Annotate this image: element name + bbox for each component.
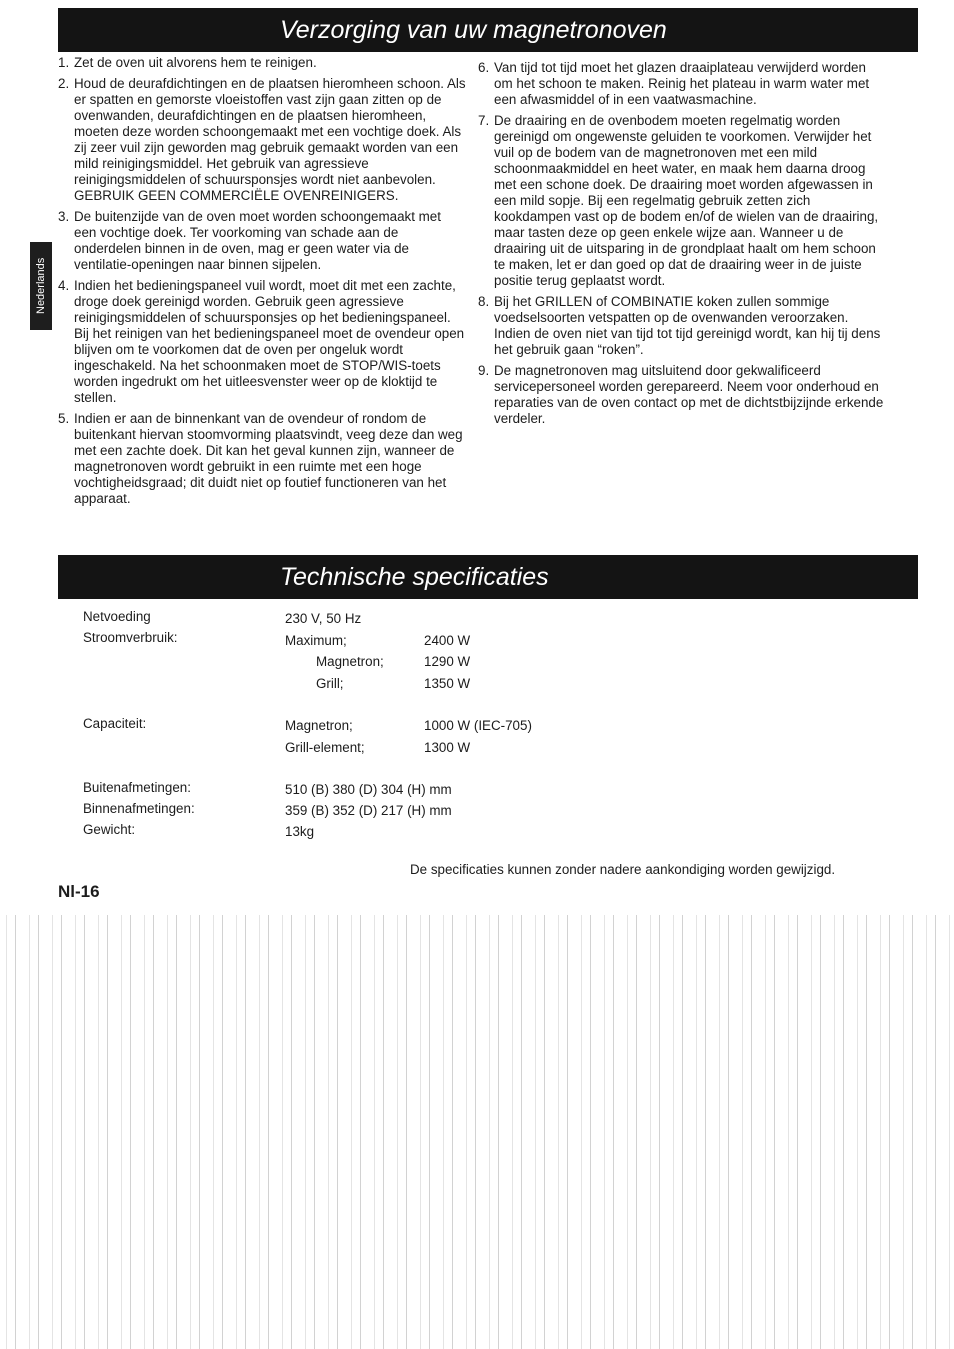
care-item-warning: GEBRUIK GEEN COMMERCIËLE OVENREINIGERS. [74, 188, 399, 203]
spec-value: 359 (B) 352 (D) 217 (H) mm [285, 803, 452, 818]
care-item-text: Indien er aan de binnenkant van de ovendeur of rondom de buitenkant hiervan stoomvorming plaatsvindt, veeg deze dan weg met een zachte doek. Dit kan het geval kunnen zijn, wanneer de magnetronoven wordt gebruikt in een ruimte met een hoge vochtigheidsgraad; dit duidt niet op foutief functioneren van het apparaat. [74, 411, 463, 506]
care-item: 6. Van tijd tot tijd moet het glazen draaiplateau verwijderd worden om het schoon te maken. Reinig het plateau in warm water met een afwasmiddel of in een vaatwasmachine. [478, 60, 870, 107]
spec-label: Binnenafmetingen: [83, 801, 195, 816]
spec-value: 2400 W [424, 633, 471, 648]
language-tab: Nederlands [30, 242, 52, 330]
care-item: 5. Indien er aan de binnenkant van de ovendeur of rondom de buitenkant hiervan stoomvorming plaatsvindt, veeg deze dan weg met een zachte doek. Dit kan het geval kunnen zijn, wanneer de magnetronoven wordt gebruikt in een ruimte met een hoge vochtigheidsgraad; dit duidt niet op foutief functioneren van het apparaat. [58, 411, 463, 506]
spec-label: Capaciteit: [83, 716, 147, 731]
care-item-text: Houd de deurafdichtingen en de plaatsen hieromheen schoon. Als er spatten en gemorste vloeistoffen vast zijn gaan zitten op de ovenwanden, deurafdichtingen en de plaatsen hieromheen, moeten deze worden schoongemaakt met een vochtige doek. Als zij zeer vuil zijn geworden mag gebruik gemaakt worden van een mild reinigingsmiddel. Het gebruik van agressieve reinigingsmiddelen of schuursponsjes wordt niet aanbevolen. [74, 76, 466, 187]
blank-scan-area [0, 915, 954, 1349]
spec-value: 230 V, 50 Hz [285, 611, 362, 626]
spec-value: 510 (B) 380 (D) 304 (H) mm [285, 782, 452, 797]
spec-value: 1300 W [424, 740, 471, 755]
care-item: 2. Houd de deurafdichtingen en de plaatsen hieromheen schoon. Als er spatten en gemorste vloeistoffen vast zijn gaan zitten op de ovenwanden, deurafdichtingen en de plaatsen hieromheen, moeten deze worden schoongemaakt met een vochtige doek. Als zij zeer vuil zijn geworden mag gebruik gemaakt worden van een mild reinigingsmiddel. Het gebruik van agressieve reinigingsmiddelen of schuursponsjes wordt niet aanbevolen. GEBRUIK GEEN COMMERCIËLE OVENREINIGERS. [58, 76, 466, 203]
care-item: 3. De buitenzijde van de oven moet worden schoongemaakt met een vochtige doek. Ter voorkoming van schade aan de onderdelen binnen in de oven, mag er geen water via de ventilatie-openingen naar binnen sijpelen. [58, 209, 441, 272]
care-list-right [478, 60, 884, 432]
care-item: 9. De magnetronoven mag uitsluitend door gekwalificeerd servicepersoneel worden gerepareerd. Neem voor onderhoud en reparaties van de oven contact op met de dichtstbijzijnde erkende verdeler. [478, 363, 884, 426]
spec-sublabel: Magnetron; [285, 718, 353, 733]
spec-label: Netvoeding [83, 609, 151, 624]
care-item: 1. Zet de oven uit alvorens hem te reinigen. [58, 55, 317, 70]
care-item: 7. De draairing en de ovenbodem moeten regelmatig worden gereinigd om ongewenste geluiden te voorkomen. Verwijder het vuil op de bodem van de magnetronoven met een mild schoonmaakmiddel en heet water, en maak hem daarna droog met een schone doek. De draairing moet worden afgewassen in een mild sopje. Bij een regelmatig gebruik zetten zich kookdampen vast op de bodem en/of de wielen van de draairing, maar tasten deze op geen enkele wijze aan. Wanneer u de draairing uit de uitsparing in de grondplaat haalt om hem schoon te maken, let er dan goed op dat de draairing weer in de juiste positie terug geplaatst wordt. [478, 113, 879, 288]
spec-label: Buitenafmetingen: [83, 780, 191, 795]
spec-sublabel: Maximum; [285, 633, 347, 648]
spec-value: 1350 W [424, 676, 471, 691]
care-item-text: Van tijd tot tijd moet het glazen draaiplateau verwijderd worden om het schoon te maken. Reinig het plateau in warm water met een afwasmiddel of in een vaatwasmachine. [494, 60, 870, 107]
spec-label: Stroomverbruik: [83, 630, 178, 645]
spec-value: 13kg [285, 824, 315, 839]
specs-notice: De specificaties kunnen zonder nadere aankondiging worden gewijzigd. [410, 862, 836, 877]
spec-label: Gewicht: [83, 822, 136, 837]
care-item: 8. Bij het GRILLEN of COMBINATIE koken zullen sommige voedselsoorten vetspatten op de ovenwanden veroorzaken. Indien de oven niet van tijd tot tijd gereinigd wordt, kan hij tij dens het gebruik gaan “roken”. [478, 294, 881, 357]
spec-sublabel: Grill-element; [285, 740, 365, 755]
spec-sublabel: Grill; [316, 676, 344, 691]
care-item-text: Zet de oven uit alvorens hem te reinigen. [74, 55, 317, 70]
care-item-text: De buitenzijde van de oven moet worden schoongemaakt met een vochtige doek. Ter voorkoming van schade aan de onderdelen binnen in de oven, mag er geen water via de ventilatie-openingen naar binnen sijpelen. [74, 209, 441, 272]
care-list-left [58, 55, 466, 512]
care-item-text: Bij het GRILLEN of COMBINATIE koken zullen sommige voedselsoorten vetspatten op de ovenwanden veroorzaken. Indien de oven niet van tijd tot tijd gereinigd wordt, kan hij tij dens het gebruik gaan “roken”. [494, 294, 881, 357]
spec-sublabel: Magnetron; [316, 654, 384, 669]
spec-value: 1290 W [424, 654, 471, 669]
spec-value: 1000 W (IEC-705) [424, 718, 532, 733]
care-item-text: Indien het bedieningspaneel vuil wordt, moet dit met een zachte, droge doek gereinigd worden. Gebruik geen agressieve reinigingsmiddelen of schuursponsjes op het bedieningspaneel. Bij het reinigen van het bedieningspaneel moet de ovendeur open blijven om te voorkomen dat de oven per ongeluk wordt ingeschakeld. Na het schoonmaken moet de STOP/WIS-toets worden ingedrukt om het uitleesvenster weer op de kloktijd te stellen. [74, 278, 465, 405]
care-item: 4. Indien het bedieningspaneel vuil wordt, moet dit met een zachte, droge doek gereinigd worden. Gebruik geen agressieve reinigingsmiddelen of schuursponsjes op het bedieningspaneel. Bij het reinigen van het bedieningspaneel moet de ovendeur open blijven om te voorkomen dat de oven per ongeluk wordt ingeschakeld. Na het schoonmaken moet de STOP/WIS-toets worden ingedrukt om het uitleesvenster weer op de kloktijd te stellen. [58, 278, 465, 405]
specs-heading: Technische specificaties [58, 555, 918, 599]
page-number: Nl-16 [58, 882, 100, 901]
care-item-text: De magnetronoven mag uitsluitend door gekwalificeerd servicepersoneel worden gerepareerd. Neem voor onderhoud en reparaties van de oven contact op met de dichtstbijzijnde erkende verdeler. [494, 363, 884, 426]
care-item-text: De draairing en de ovenbodem moeten regelmatig worden gereinigd om ongewenste geluiden te voorkomen. Verwijder het vuil op de bodem van de magnetronoven met een mild schoonmaakmiddel en heet water, en maak hem daarna droog met een schone doek. De draairing moet worden afgewassen in een mild sopje. Bij een regelmatig gebruik zetten zich kookdampen vast op de bodem en/of de wielen van de draairing, maar tasten deze op geen enkele wijze aan. Wanneer u de draairing uit de uitsparing in de grondplaat haalt om hem schoon te maken, let er dan goed op dat de draairing weer in de juiste positie terug geplaatst wordt. [494, 113, 879, 288]
care-heading: Verzorging van uw magnetronoven [58, 8, 918, 52]
